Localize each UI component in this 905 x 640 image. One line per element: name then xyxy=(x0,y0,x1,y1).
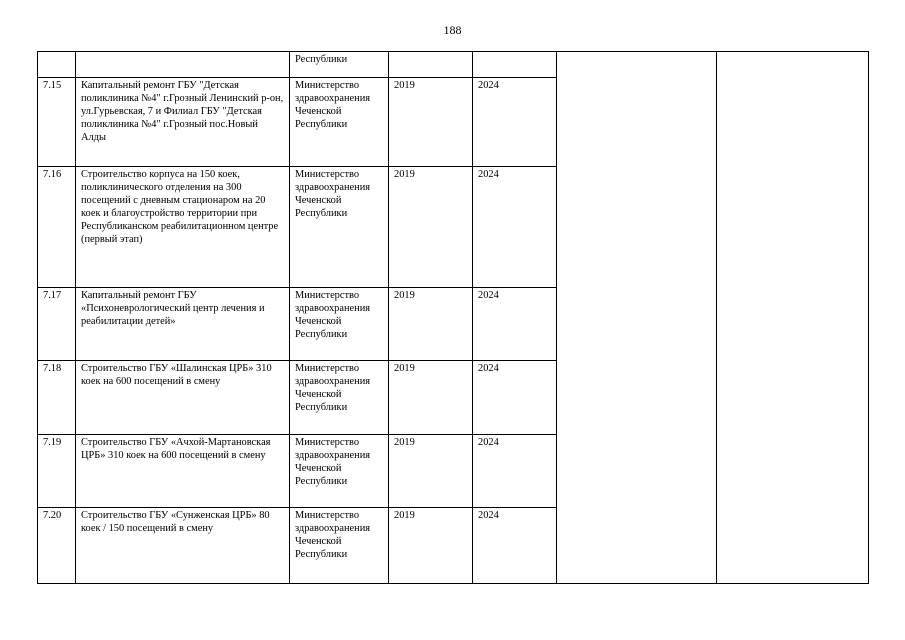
end-year-cell: 2024 xyxy=(473,288,557,361)
start-year-cell: 2019 xyxy=(389,78,473,167)
end-year-cell: 2024 xyxy=(473,435,557,508)
row-number-cell: 7.16 xyxy=(38,167,76,288)
executor-cell: Министерство здравоохранения Чеченской Республики xyxy=(290,288,389,361)
row-number-cell: 7.19 xyxy=(38,435,76,508)
row-number-cell: 7.18 xyxy=(38,361,76,435)
end-year-cell xyxy=(473,52,557,78)
blank-column-7 xyxy=(717,52,869,584)
executor-cell: Министерство здравоохранения Чеченской Республики xyxy=(290,167,389,288)
row-number-cell: 7.17 xyxy=(38,288,76,361)
executor-cell: Министерство здравоохранения Чеченской Республики xyxy=(290,78,389,167)
page-number: 188 xyxy=(443,23,462,37)
start-year-cell: 2019 xyxy=(389,361,473,435)
activity-name-cell: Строительство ГБУ «Сунженская ЦРБ» 80 коек / 150 посещений в смену xyxy=(76,508,290,584)
row-number-cell: 7.20 xyxy=(38,508,76,584)
start-year-cell xyxy=(389,52,473,78)
program-activities-table xyxy=(37,51,869,584)
blank-column-6 xyxy=(557,52,717,584)
start-year-cell: 2019 xyxy=(389,288,473,361)
executor-cell: Министерство здравоохранения Чеченской Республики xyxy=(290,361,389,435)
row-number-cell: 7.15 xyxy=(38,78,76,167)
executor-cell: Министерство здравоохранения Чеченской Республики xyxy=(290,508,389,584)
end-year-cell: 2024 xyxy=(473,361,557,435)
executor-cell: Республики xyxy=(290,52,389,78)
activity-name-cell: Строительство ГБУ «Ачхой-Мартановская ЦРБ» 310 коек на 600 посещений в смену xyxy=(76,435,290,508)
start-year-cell: 2019 xyxy=(389,508,473,584)
row-number-cell xyxy=(38,52,76,78)
executor-cell: Министерство здравоохранения Чеченской Республики xyxy=(290,435,389,508)
activity-name-cell: Капитальный ремонт ГБУ «Психоневрологический центр лечения и реабилитации детей» xyxy=(76,288,290,361)
start-year-cell: 2019 xyxy=(389,167,473,288)
end-year-cell: 2024 xyxy=(473,78,557,167)
activity-name-cell: Строительство ГБУ «Шалинская ЦРБ» 310 коек на 600 посещений в смену xyxy=(76,361,290,435)
start-year-cell: 2019 xyxy=(389,435,473,508)
table-row xyxy=(38,52,869,78)
end-year-cell: 2024 xyxy=(473,167,557,288)
activity-name-cell xyxy=(76,52,290,78)
end-year-cell: 2024 xyxy=(473,508,557,584)
activity-name-cell: Строительство корпуса на 150 коек, поликлинического отделения на 300 посещений с дневным стационаром на 20 коек и благоустройство территории при Республиканском реабилитационном центре (первый этап) xyxy=(76,167,290,288)
activity-name-cell: Капитальный ремонт ГБУ "Детская поликлиника №4" г.Грозный Ленинский р-он, ул.Гурьевская, 7 и Филиал ГБУ "Детская поликлиника №4" г.Грозный пос.Новый Алды xyxy=(76,78,290,167)
